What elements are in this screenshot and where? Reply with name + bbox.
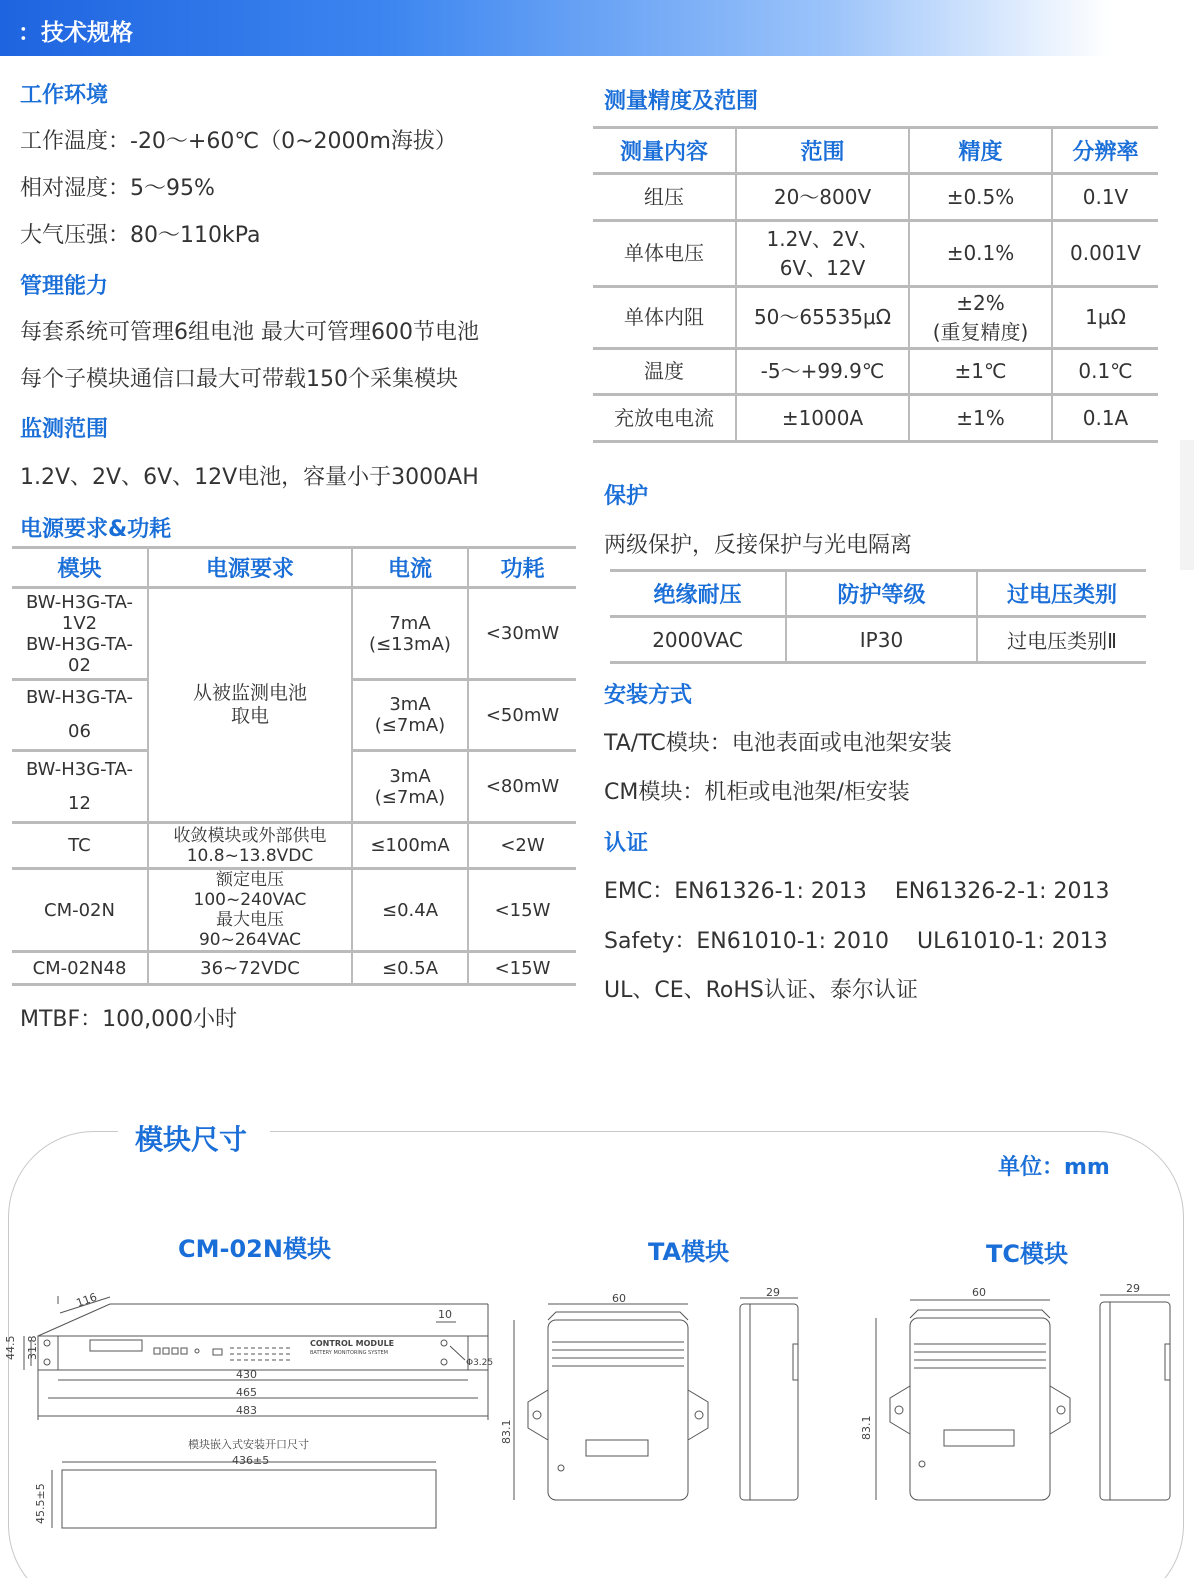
module-cell: BW-H3G-TA- 1V2 BW-H3G-TA- 02: [12, 588, 148, 680]
cm-brand: CONTROL MODULE: [310, 1339, 395, 1348]
column-header: 过电压类别: [977, 571, 1146, 617]
column-header: 测量内容: [593, 128, 736, 174]
cm-dim-44: 44.5: [4, 1335, 17, 1360]
accuracy-cell: ±0.5%: [909, 174, 1052, 221]
power-heading: 电源要求&功耗: [20, 517, 172, 542]
env-line: 工作温度：-20～+60℃（0~2000m海拔）: [20, 129, 457, 154]
cm-cut-h: 45.5±5: [34, 1483, 47, 1524]
supply-cell: 额定电压 100~240VAC 最大电压 90~264VAC: [148, 869, 352, 952]
supply-cell: 从被监测电池 取电: [148, 588, 352, 823]
resolution-cell: 0.1A: [1052, 395, 1158, 442]
range-cell: 20～800V: [736, 174, 909, 221]
cm-dim-dia: Φ3.25: [466, 1358, 494, 1368]
protect-line: 两级保护，反接保护与光电隔离: [604, 533, 913, 558]
tc-dim-w: 60: [972, 1286, 986, 1299]
ta-dim-d: 29: [766, 1286, 780, 1299]
install-heading: 安装方式: [604, 683, 693, 708]
cell: 过电压类别Ⅱ: [977, 617, 1146, 663]
cm-cut-title: 模块嵌入式安装开口尺寸: [188, 1438, 309, 1451]
power-cell: <15W: [468, 869, 576, 952]
power-cell: <50mW: [468, 680, 576, 751]
item-cell: 组压: [593, 174, 736, 221]
section-title: ：技术规格: [18, 20, 133, 46]
resolution-cell: 0.1℃: [1052, 349, 1158, 395]
current-cell: 3mA (≤7mA): [352, 680, 468, 751]
tc-caption: TC模块: [986, 1240, 1068, 1268]
mtbf-line: MTBF：100,000小时: [20, 1007, 238, 1032]
module-cell: BW-H3G-TA- 12: [12, 751, 148, 823]
ta-drawing: [514, 1298, 798, 1500]
resolution-cell: 1μΩ: [1052, 287, 1158, 349]
item-cell: 单体电压: [593, 221, 736, 287]
env-line: 相对湿度：5～95%: [20, 176, 215, 201]
ta-caption: TA模块: [648, 1238, 730, 1266]
install-line: TA/TC模块：电池表面或电池架安装: [604, 731, 952, 756]
tc-drawing: [876, 1295, 1170, 1500]
cm-dim-31: 31.8: [26, 1335, 39, 1360]
env-heading: 工作环境: [20, 83, 109, 108]
column-header: 范围: [736, 128, 909, 174]
power-cell: <2W: [468, 823, 576, 869]
cert-line: Safety：EN61010-1: 2010 UL61010-1: 2013: [604, 929, 1108, 954]
resolution-cell: 0.001V: [1052, 221, 1158, 287]
column-header: 模块: [12, 548, 148, 588]
install-line: CM模块：机柜或电池架/柜安装: [604, 780, 910, 805]
current-cell: ≤0.5A: [352, 952, 468, 985]
mgmt-line: 每套系统可管理6组电池 最大可管理600节电池: [20, 320, 479, 345]
cm-dim-465: 465: [236, 1386, 257, 1399]
item-cell: 单体内阻: [593, 287, 736, 349]
cm-dim-430: 430: [236, 1368, 257, 1381]
tc-dim-h: 83.1: [860, 1415, 873, 1440]
supply-cell: 36~72VDC: [148, 952, 352, 985]
module-cell: CM-02N: [12, 869, 148, 952]
module-cell: BW-H3G-TA- 06: [12, 680, 148, 751]
mgmt-heading: 管理能力: [20, 274, 109, 299]
item-cell: 充放电电流: [593, 395, 736, 442]
range-cell: -5～+99.9℃: [736, 349, 909, 395]
ta-dim-w: 60: [612, 1292, 626, 1305]
current-cell: ≤100mA: [352, 823, 468, 869]
cm-brand-sub: BATTERY MONITORING SYSTEM: [310, 1350, 388, 1356]
ta-dim-h: 83.1: [500, 1419, 513, 1444]
monitor-heading: 监测范围: [20, 417, 109, 442]
supply-cell: 收敛模块或外部供电 10.8~13.8VDC: [148, 823, 352, 869]
column-header: 精度: [909, 128, 1052, 174]
column-header: 绝缘耐压: [610, 571, 786, 617]
resolution-cell: 0.1V: [1052, 174, 1158, 221]
mgmt-line: 每个子模块通信口最大可带载150个采集模块: [20, 367, 458, 392]
current-cell: 3mA (≤7mA): [352, 751, 468, 823]
range-cell: ±1000A: [736, 395, 909, 442]
column-header: 防护等级: [786, 571, 977, 617]
cert-line: EMC：EN61326-1: 2013 EN61326-2-1: 2013: [604, 879, 1110, 904]
item-cell: 温度: [593, 349, 736, 395]
accuracy-cell: ±1℃: [909, 349, 1052, 395]
dimensions-title: 模块尺寸: [135, 1123, 248, 1156]
power-cell: <80mW: [468, 751, 576, 823]
monitor-line: 1.2V、2V、6V、12V电池，容量小于3000AH: [20, 465, 479, 490]
accuracy-cell: ±1%: [909, 395, 1052, 442]
accuracy-cell: ±2% (重复精度): [909, 287, 1052, 349]
current-cell: ≤0.4A: [352, 869, 468, 952]
range-cell: 1.2V、2V、 6V、12V: [736, 221, 909, 287]
current-cell: 7mA (≤13mA): [352, 588, 468, 680]
module-cell: CM-02N48: [12, 952, 148, 985]
module-cell: TC: [12, 823, 148, 869]
cm-caption: CM-02N模块: [178, 1235, 331, 1263]
cert-heading: 认证: [604, 831, 649, 856]
cm-dim-483: 483: [236, 1404, 257, 1417]
column-header: 电源要求: [148, 548, 352, 588]
cert-line: UL、CE、RoHS认证、泰尔认证: [604, 978, 918, 1003]
accuracy-cell: ±0.1%: [909, 221, 1052, 287]
range-cell: 50～65535μΩ: [736, 287, 909, 349]
cm-cut-w: 436±5: [232, 1454, 270, 1467]
power-cell: <30mW: [468, 588, 576, 680]
protect-heading: 保护: [604, 484, 649, 509]
cell: IP30: [786, 617, 977, 663]
column-header: 功耗: [468, 548, 576, 588]
column-header: 电流: [352, 548, 468, 588]
unit-label: 单位：mm: [998, 1155, 1110, 1180]
accuracy-heading: 测量精度及范围: [604, 89, 759, 114]
cm-dim-116: 116: [74, 1290, 99, 1310]
power-cell: <15W: [468, 952, 576, 985]
cell: 2000VAC: [610, 617, 786, 663]
env-line: 大气压强：80～110kPa: [20, 223, 261, 248]
cm-dim-10: 10: [438, 1308, 452, 1321]
tc-dim-d: 29: [1126, 1282, 1140, 1295]
column-header: 分辨率: [1052, 128, 1158, 174]
